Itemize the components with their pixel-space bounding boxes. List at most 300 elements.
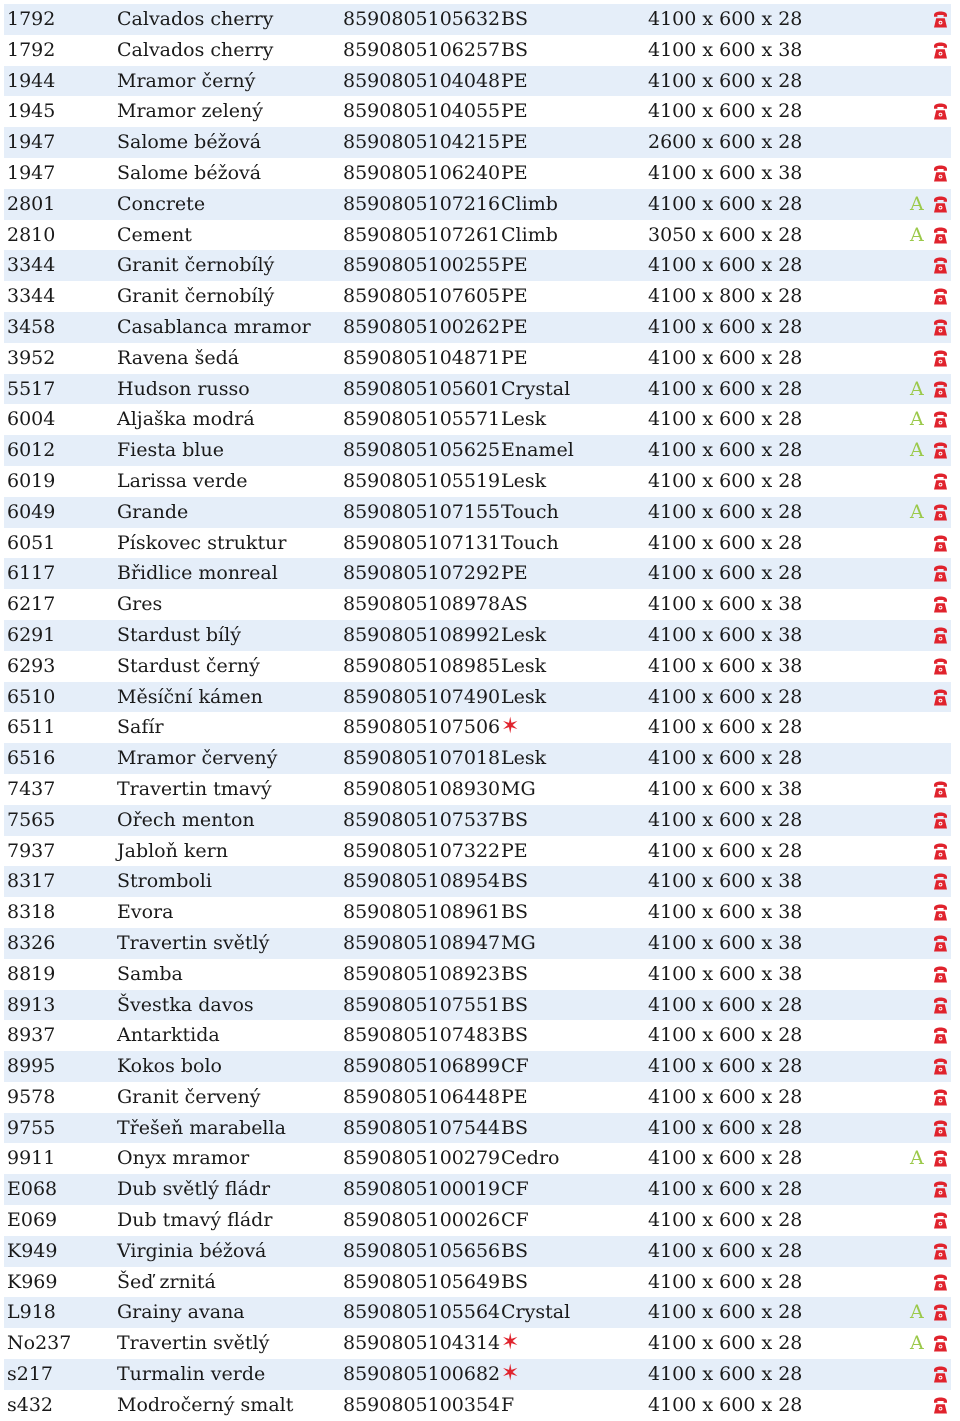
table-row (4, 96, 951, 127)
product-code: 9755 (7, 1116, 56, 1139)
product-name: Samba (117, 962, 183, 985)
table-row (4, 1359, 951, 1390)
product-name: Mramor černý (117, 69, 256, 92)
product-code: s432 (7, 1393, 54, 1416)
dimensions: 4100 x 600 x 28 (648, 69, 803, 92)
product-name: Šeď zrnitá (117, 1270, 216, 1293)
ean-code: 8590805105571 (343, 408, 501, 431)
phone-icon (933, 1089, 948, 1106)
product-code: 8819 (7, 962, 56, 985)
product-code: 8326 (7, 931, 56, 954)
finish-type: PE (501, 100, 528, 123)
ean-code: 8590805107018 (343, 747, 501, 770)
product-code: 7565 (7, 808, 56, 831)
product-code: 8317 (7, 870, 56, 893)
product-name: Švestka davos (117, 993, 254, 1016)
phone-icon (933, 627, 948, 644)
product-code: 3458 (7, 315, 56, 338)
dimensions: 4100 x 600 x 28 (648, 1332, 803, 1355)
product-code: 8937 (7, 1024, 56, 1047)
ean-code: 8590805100279 (343, 1147, 501, 1170)
a-marker: A (910, 192, 924, 215)
finish-type: Lesk (501, 747, 547, 770)
a-marker: A (910, 1332, 924, 1355)
a-marker: A (910, 377, 924, 400)
table-row (4, 528, 951, 559)
ean-code: 8590805105656 (343, 1239, 501, 1262)
finish-type: PE (501, 161, 528, 184)
table-row (4, 189, 951, 220)
a-marker: A (910, 500, 924, 523)
finish-type: Cedro (501, 1147, 560, 1170)
product-code: 1792 (7, 8, 56, 30)
dimensions: 4100 x 600 x 28 (648, 439, 803, 462)
product-code: E068 (7, 1178, 58, 1201)
phone-icon (933, 689, 948, 706)
dimensions: 4100 x 600 x 28 (648, 1209, 803, 1232)
dimensions: 4100 x 600 x 28 (648, 1178, 803, 1201)
product-code: 3344 (7, 285, 56, 308)
phone-icon (933, 1243, 948, 1260)
dimensions: 4100 x 600 x 38 (648, 38, 803, 61)
ean-code: 8590805106899 (343, 1055, 501, 1078)
star-icon: ✶ (501, 1330, 520, 1356)
table-row (4, 1236, 951, 1267)
ean-code: 8590805106257 (343, 38, 501, 61)
phone-icon (933, 165, 948, 182)
finish-type: PE (501, 131, 528, 154)
phone-icon (933, 1274, 948, 1291)
ean-code: 8590805107131 (343, 531, 501, 554)
table-row (4, 343, 951, 374)
ean-code: 8590805104314 (343, 1332, 501, 1355)
phone-icon (933, 11, 948, 28)
table-row (4, 250, 951, 281)
product-code: 6510 (7, 685, 56, 708)
product-name: Stardust bílý (117, 623, 241, 646)
ean-code: 8590805105519 (343, 469, 501, 492)
finish-type: PE (501, 1085, 528, 1108)
product-name: Aljaška modrá (117, 408, 255, 431)
finish-type: Touch (501, 500, 559, 523)
phone-icon (933, 966, 948, 983)
star-icon: ✶ (501, 714, 520, 740)
product-code: 1944 (7, 69, 56, 92)
finish-type: PE (501, 346, 528, 369)
phone-icon (933, 997, 948, 1014)
ean-code: 8590805104871 (343, 346, 501, 369)
table-row (4, 1174, 951, 1205)
dimensions: 4100 x 600 x 28 (648, 377, 803, 400)
ean-code: 8590805108992 (343, 623, 501, 646)
product-name: Evora (117, 901, 174, 924)
product-name: Cement (117, 223, 192, 246)
dimensions: 4100 x 600 x 28 (648, 531, 803, 554)
finish-type: Enamel (501, 439, 574, 462)
phone-icon (933, 1120, 948, 1137)
table-row (4, 897, 951, 928)
table-row (4, 774, 951, 805)
table-row (4, 1051, 951, 1082)
finish-type: BS (501, 1024, 528, 1047)
product-code: 1792 (7, 38, 56, 61)
product-code: 6291 (7, 623, 56, 646)
product-code: 6217 (7, 593, 56, 616)
table-row (4, 990, 951, 1021)
ean-code: 8590805105601 (343, 377, 501, 400)
product-code: 9911 (7, 1147, 56, 1170)
phone-icon (933, 504, 948, 521)
ean-code: 8590805108978 (343, 593, 501, 616)
product-name: Safír (117, 716, 164, 739)
dimensions: 2600 x 600 x 28 (648, 131, 803, 154)
table-row (4, 1297, 951, 1328)
dimensions: 4100 x 600 x 28 (648, 1270, 803, 1293)
dimensions: 4100 x 600 x 28 (648, 1116, 803, 1139)
product-name: Onyx mramor (117, 1147, 250, 1170)
ean-code: 8590805107537 (343, 808, 501, 831)
table-row (4, 127, 951, 158)
product-name: Stromboli (117, 870, 212, 893)
table-row (4, 682, 951, 713)
product-name: Grainy avana (117, 1301, 245, 1324)
table-row (4, 497, 951, 528)
product-name: Hudson russo (117, 377, 250, 400)
a-marker: A (910, 1147, 924, 1170)
ean-code: 8590805107483 (343, 1024, 501, 1047)
phone-icon (933, 196, 948, 213)
dimensions: 4100 x 600 x 28 (648, 315, 803, 338)
product-name: Salome béžová (117, 131, 262, 154)
ean-code: 8590805104055 (343, 100, 501, 123)
dimensions: 4100 x 600 x 38 (648, 654, 803, 677)
product-name: Travertin tmavý (117, 777, 272, 800)
table-row (4, 281, 951, 312)
product-code: 8995 (7, 1055, 56, 1078)
dimensions: 4100 x 600 x 28 (648, 1393, 803, 1416)
phone-icon (933, 288, 948, 305)
finish-type: Touch (501, 531, 559, 554)
table-row (4, 466, 951, 497)
product-name: Granit černobílý (117, 285, 275, 308)
product-code: 5517 (7, 377, 56, 400)
dimensions: 4100 x 600 x 28 (648, 1055, 803, 1078)
table-row (4, 1113, 951, 1144)
table-row (4, 374, 951, 405)
product-code: 8913 (7, 993, 56, 1016)
phone-icon (933, 596, 948, 613)
product-code: 6117 (7, 562, 56, 585)
product-code: 1945 (7, 100, 56, 123)
product-name: Calvados cherry (117, 38, 274, 61)
phone-icon (933, 658, 948, 675)
phone-icon (933, 1027, 948, 1044)
table-row (4, 805, 951, 836)
dimensions: 4100 x 600 x 28 (648, 993, 803, 1016)
product-name: Dub světlý fládr (117, 1178, 271, 1201)
table-row (4, 651, 951, 682)
table-row (4, 4, 951, 35)
table-row (4, 866, 951, 897)
dimensions: 4100 x 600 x 38 (648, 623, 803, 646)
product-code: 7937 (7, 839, 56, 862)
table-row (4, 404, 951, 435)
finish-type: Lesk (501, 469, 547, 492)
phone-icon (933, 227, 948, 244)
dimensions: 4100 x 600 x 28 (648, 808, 803, 831)
finish-type: BS (501, 38, 528, 61)
table-row (4, 312, 951, 343)
finish-type: PE (501, 285, 528, 308)
phone-icon (933, 1304, 948, 1321)
finish-type: Crystal (501, 377, 571, 400)
phone-icon (933, 843, 948, 860)
dimensions: 4100 x 600 x 28 (648, 1085, 803, 1108)
dimensions: 4100 x 600 x 28 (648, 100, 803, 123)
finish-type: F (501, 1393, 515, 1416)
product-name: Granit červený (117, 1085, 261, 1108)
phone-icon (933, 1397, 948, 1414)
dimensions: 4100 x 600 x 28 (648, 469, 803, 492)
dimensions: 4100 x 600 x 38 (648, 931, 803, 954)
product-name: Turmalin verde (117, 1363, 266, 1386)
phone-icon (933, 381, 948, 398)
ean-code: 8590805104048 (343, 69, 501, 92)
product-name: Concrete (117, 192, 206, 215)
product-code: s217 (7, 1363, 54, 1386)
finish-type: PE (501, 562, 528, 585)
phone-icon (933, 411, 948, 428)
phone-icon (933, 350, 948, 367)
ean-code: 8590805108930 (343, 777, 501, 800)
ean-code: 8590805105632 (343, 8, 501, 30)
phone-icon (933, 473, 948, 490)
dimensions: 4100 x 600 x 38 (648, 593, 803, 616)
product-code: 1947 (7, 131, 56, 154)
product-code: 9578 (7, 1085, 56, 1108)
product-code: 6004 (7, 408, 56, 431)
a-marker: A (910, 408, 924, 431)
ean-code: 8590805100255 (343, 254, 501, 277)
phone-icon (933, 873, 948, 890)
product-name: Mramor červený (117, 747, 278, 770)
product-name: Dub tmavý fládr (117, 1209, 273, 1232)
ean-code: 8590805100682 (343, 1363, 501, 1386)
product-name: Larissa verde (117, 469, 248, 492)
table-row (4, 66, 951, 97)
star-icon: ✶ (501, 1361, 520, 1387)
phone-icon (933, 1150, 948, 1167)
dimensions: 4100 x 600 x 28 (648, 8, 803, 30)
phone-icon (933, 904, 948, 921)
product-code: 6511 (7, 716, 56, 739)
finish-type: PE (501, 254, 528, 277)
finish-type: MG (501, 777, 536, 800)
dimensions: 4100 x 600 x 28 (648, 747, 803, 770)
phone-icon (933, 1058, 948, 1075)
finish-type: BS (501, 1270, 528, 1293)
dimensions: 4100 x 600 x 28 (648, 408, 803, 431)
product-code: K949 (7, 1239, 58, 1262)
product-name: Virginia béžová (117, 1239, 267, 1262)
product-code: 2801 (7, 192, 56, 215)
dimensions: 3050 x 600 x 28 (648, 223, 803, 246)
finish-type: BS (501, 870, 528, 893)
ean-code: 8590805108961 (343, 901, 501, 924)
finish-type: Crystal (501, 1301, 571, 1324)
product-name: Travertin světlý (117, 1332, 270, 1355)
table-row (4, 35, 951, 66)
finish-type: BS (501, 962, 528, 985)
ean-code: 8590805104215 (343, 131, 501, 154)
finish-type: BS (501, 901, 528, 924)
product-name: Měsíční kámen (117, 685, 263, 708)
product-name: Gres (117, 593, 163, 616)
ean-code: 8590805100354 (343, 1393, 501, 1416)
ean-code: 8590805108985 (343, 654, 501, 677)
ean-code: 8590805107506 (343, 716, 501, 739)
table-row (4, 743, 951, 774)
product-name: Travertin světlý (117, 931, 270, 954)
product-name: Jabloň kern (117, 839, 228, 862)
product-code: No237 (7, 1332, 72, 1355)
phone-icon (933, 535, 948, 552)
phone-icon (933, 1181, 948, 1198)
dimensions: 4100 x 600 x 28 (648, 1363, 803, 1386)
dimensions: 4100 x 600 x 38 (648, 777, 803, 800)
ean-code: 8590805108947 (343, 931, 501, 954)
product-code: 7437 (7, 777, 56, 800)
product-code: K969 (7, 1270, 58, 1293)
product-code: 3952 (7, 346, 56, 369)
table-row (4, 1267, 951, 1298)
finish-type: Lesk (501, 623, 547, 646)
finish-type: BS (501, 1116, 528, 1139)
a-marker: A (910, 1301, 924, 1324)
table-row (4, 1082, 951, 1113)
product-name: Pískovec struktur (117, 531, 287, 554)
phone-icon (933, 319, 948, 336)
ean-code: 8590805105625 (343, 439, 501, 462)
product-table (4, 4, 951, 1421)
phone-icon (933, 812, 948, 829)
table-row (4, 158, 951, 189)
table-row (4, 836, 951, 867)
table-row (4, 928, 951, 959)
product-name: Calvados cherry (117, 8, 274, 30)
dimensions: 4100 x 600 x 28 (648, 685, 803, 708)
table-row (4, 1205, 951, 1236)
ean-code: 8590805107490 (343, 685, 501, 708)
product-name: Stardust černý (117, 654, 260, 677)
table-row (4, 1020, 951, 1051)
finish-type: BS (501, 1239, 528, 1262)
product-code: L918 (7, 1301, 56, 1324)
product-name: Mramor zelený (117, 100, 263, 123)
product-code: 6012 (7, 439, 56, 462)
dimensions: 4100 x 600 x 38 (648, 962, 803, 985)
product-name: Ořech menton (117, 808, 255, 831)
table-row (4, 712, 951, 743)
ean-code: 8590805106240 (343, 161, 501, 184)
dimensions: 4100 x 600 x 28 (648, 346, 803, 369)
ean-code: 8590805105564 (343, 1301, 501, 1324)
phone-icon (933, 781, 948, 798)
table-row (4, 1328, 951, 1359)
product-name: Salome béžová (117, 161, 262, 184)
phone-icon (933, 935, 948, 952)
table-row (4, 435, 951, 466)
finish-type: Lesk (501, 654, 547, 677)
finish-type: Climb (501, 223, 558, 246)
ean-code: 8590805107261 (343, 223, 501, 246)
finish-type: AS (501, 593, 528, 616)
dimensions: 4100 x 600 x 28 (648, 839, 803, 862)
product-code: 6293 (7, 654, 56, 677)
table-row (4, 1143, 951, 1174)
ean-code: 8590805100262 (343, 315, 501, 338)
ean-code: 8590805107216 (343, 192, 501, 215)
dimensions: 4100 x 800 x 28 (648, 285, 803, 308)
product-name: Ravena šedá (117, 346, 240, 369)
finish-type: PE (501, 69, 528, 92)
finish-type: Lesk (501, 408, 547, 431)
product-code: 3344 (7, 254, 56, 277)
ean-code: 8590805107322 (343, 839, 501, 862)
finish-type: Lesk (501, 685, 547, 708)
dimensions: 4100 x 600 x 28 (648, 1301, 803, 1324)
finish-type: PE (501, 839, 528, 862)
product-name: Fiesta blue (117, 439, 224, 462)
table-row (4, 959, 951, 990)
product-code: 1947 (7, 161, 56, 184)
product-name: Antarktida (117, 1024, 220, 1047)
table-row (4, 620, 951, 651)
product-code: 6516 (7, 747, 56, 770)
ean-code: 8590805100019 (343, 1178, 501, 1201)
phone-icon (933, 1366, 948, 1383)
product-code: 6049 (7, 500, 56, 523)
dimensions: 4100 x 600 x 38 (648, 161, 803, 184)
finish-type: MG (501, 931, 536, 954)
product-code: 6019 (7, 469, 56, 492)
ean-code: 8590805107292 (343, 562, 501, 585)
product-code: 2810 (7, 223, 56, 246)
dimensions: 4100 x 600 x 28 (648, 1239, 803, 1262)
product-name: Granit černobílý (117, 254, 275, 277)
product-name: Casablanca mramor (117, 315, 311, 338)
table-row (4, 1390, 951, 1421)
a-marker: A (910, 439, 924, 462)
finish-type: PE (501, 315, 528, 338)
finish-type: CF (501, 1055, 529, 1078)
dimensions: 4100 x 600 x 28 (648, 254, 803, 277)
finish-type: Climb (501, 192, 558, 215)
a-marker: A (910, 223, 924, 246)
dimensions: 4100 x 600 x 38 (648, 870, 803, 893)
dimensions: 4100 x 600 x 38 (648, 901, 803, 924)
product-name: Kokos bolo (117, 1055, 222, 1078)
ean-code: 8590805100026 (343, 1209, 501, 1232)
phone-icon (933, 1335, 948, 1352)
product-name: Třešeň marabella (117, 1116, 286, 1139)
table-row (4, 589, 951, 620)
product-name: Grande (117, 500, 189, 523)
ean-code: 8590805108923 (343, 962, 501, 985)
table-row (4, 558, 951, 589)
ean-code: 8590805107605 (343, 285, 501, 308)
ean-code: 8590805107155 (343, 500, 501, 523)
